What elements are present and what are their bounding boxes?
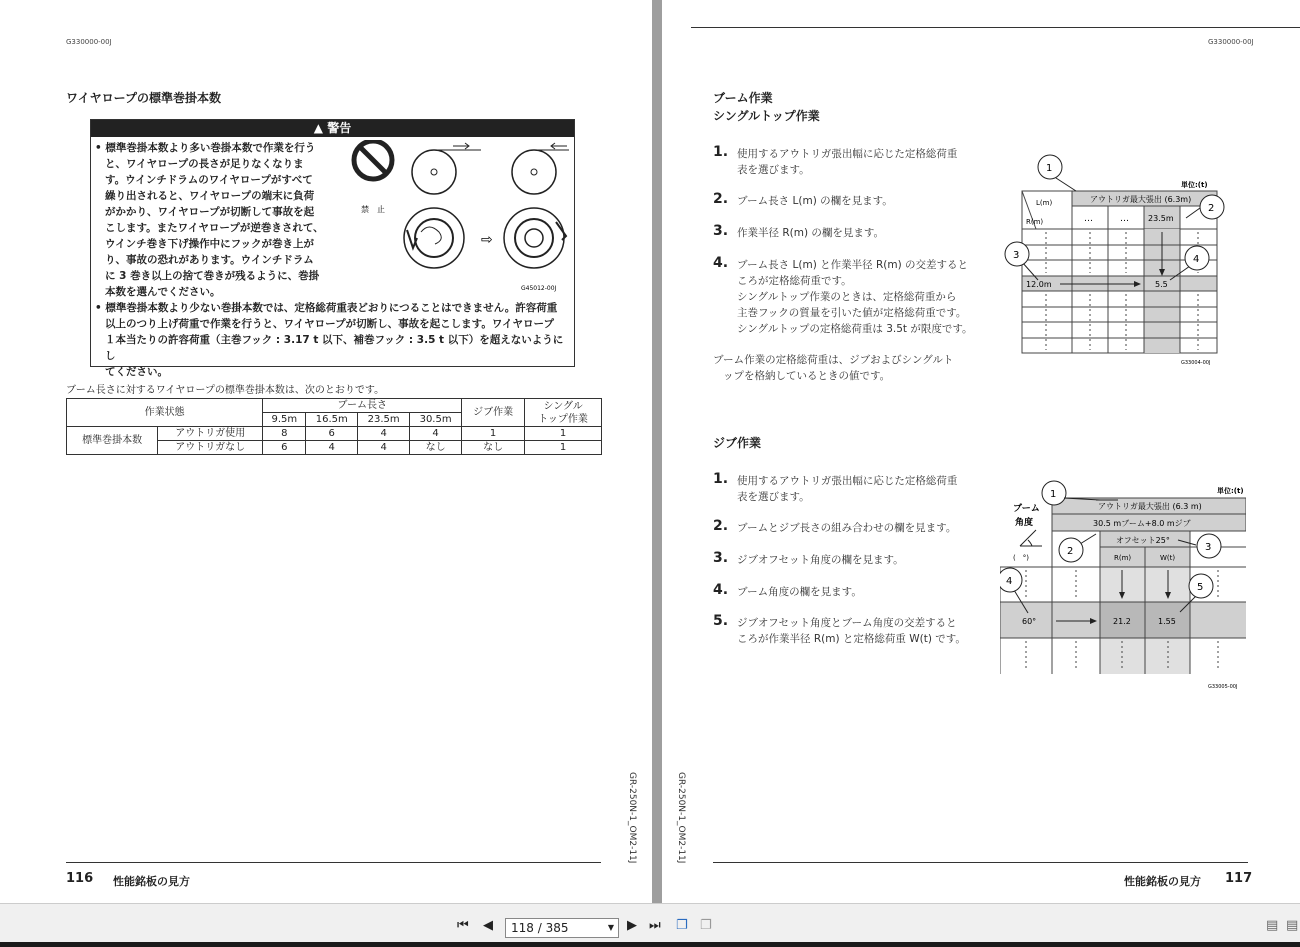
step-text <box>737 473 977 505</box>
table-cell: 1 <box>525 441 602 455</box>
r-label: R(m) <box>1026 218 1044 226</box>
single-page-icon[interactable]: ▤ <box>1266 918 1279 933</box>
page-number: 117 <box>1225 871 1253 886</box>
step-line: ジブオフセット角度とブーム角度の交差すると <box>737 617 957 629</box>
first-page-icon[interactable]: ⏮ <box>457 918 469 933</box>
column-value: 23.5m <box>1148 214 1174 223</box>
callout-2: 2 <box>1067 546 1074 557</box>
combo-label: 30.5 mブーム+8.0 mジブ <box>1093 519 1191 528</box>
callout-1: 1 <box>1046 163 1053 174</box>
side-code: GR-250N-1_OM2-11J <box>676 772 686 864</box>
header-boom-length: ブーム長さ <box>263 399 462 413</box>
step-line: シングルトップ作業のときは、定格総荷重から <box>737 291 957 303</box>
wire-rope-table <box>66 398 602 455</box>
row-value: 12.0m <box>1026 280 1052 289</box>
step-line: 表を選びます。 <box>737 164 810 176</box>
step-number: 4. <box>713 582 729 598</box>
arrow-right-icon: ⇨ <box>481 232 493 248</box>
page-layout-icon[interactable]: ❐ <box>700 918 712 933</box>
step-text <box>737 552 977 568</box>
callout-4: 4 <box>1193 254 1200 265</box>
w-label: W(t) <box>1160 554 1176 562</box>
step-line: ころが定格総荷重です。 <box>737 275 852 287</box>
right-page <box>662 0 1300 903</box>
warning-paragraph-2 <box>95 300 572 380</box>
header-single-top-line1: シングル <box>543 400 583 412</box>
step-text <box>737 225 977 241</box>
warning-line: こします。またワイヤロープが逆巻きされて、 <box>105 222 324 234</box>
step-line: ジブオフセット角度の欄を見ます。 <box>737 554 904 566</box>
length-cell: 9.5m <box>263 413 306 427</box>
angle-icon <box>1020 530 1042 546</box>
step-number: 1. <box>713 471 729 487</box>
step-line: 主巻フックの質量を引いた値が定格総荷重です。 <box>737 307 967 319</box>
table-cell: 8 <box>263 427 306 441</box>
side-code: GR-250N-1_OM2-11J <box>627 772 637 864</box>
previous-page-icon[interactable]: ◀ <box>483 918 493 933</box>
section-title: ワイヤロープの標準巻掛本数 <box>66 91 222 105</box>
r-value: 21.2 <box>1113 617 1131 626</box>
warning-figure <box>341 140 573 296</box>
row-group-label: 標準巻掛本数 <box>67 427 158 455</box>
table-cell: 1 <box>462 427 525 441</box>
degree-label: ( °) <box>1013 554 1029 562</box>
subsection-title: シングルトップ作業 <box>713 109 820 123</box>
footer-title: 性能銘板の見方 <box>1124 875 1201 888</box>
table-cell: 6 <box>306 427 358 441</box>
step-line: ブーム角度の欄を見ます。 <box>737 586 862 598</box>
page-view-icon[interactable]: ❐ <box>676 918 688 933</box>
step-line: ブームとジブ長さの組み合わせの欄を見ます。 <box>737 522 957 534</box>
unit-label: 単位:(t) <box>1217 487 1244 495</box>
outrigger-header: アウトリガ最大張出 (6.3 m) <box>1098 502 1202 511</box>
note-line: ブーム作業の定格総荷重は、ジブおよびシングルト <box>713 354 954 366</box>
load-chart-figure-1 <box>1000 150 1225 370</box>
callout-4: 4 <box>1006 576 1013 587</box>
page-indicator: 118 / 385 <box>511 921 569 935</box>
warning-line: がかかり、ワイヤロープが切断して事故を起 <box>105 206 315 218</box>
note-line: ップを格納しているときの値です。 <box>723 370 891 382</box>
row-label: アウトリガ使用 <box>158 427 263 441</box>
offset-label: オフセット25° <box>1116 536 1170 545</box>
header-single-top-line2: トップ作業 <box>538 413 588 425</box>
footer-rule <box>713 862 1248 863</box>
table-cell: 4 <box>358 427 410 441</box>
callout-2: 2 <box>1208 203 1215 214</box>
warning-line: １本当たりの許容荷重（主巻フック : 3.17 t 以下、補巻フック : 3.5 t 以下）を超えないようにし <box>105 334 564 362</box>
figure-code: G33004-00J <box>1181 360 1211 366</box>
header-single-top <box>525 399 602 427</box>
callout-3: 3 <box>1013 250 1020 261</box>
step-line: ブーム長さ L(m) と作業半径 R(m) の交差すると <box>737 259 969 271</box>
next-page-icon[interactable]: ▶ <box>627 918 637 933</box>
callout-3: 3 <box>1205 542 1212 553</box>
winch-drum-icon <box>404 143 481 268</box>
table-cell: 6 <box>263 441 306 455</box>
step-line: 作業半径 R(m) の欄を見ます。 <box>737 227 885 239</box>
step-text <box>737 584 977 600</box>
doc-id: G330000-00J <box>66 38 112 46</box>
header-rule <box>691 27 1300 28</box>
winch-drum-reverse-icon <box>504 143 569 268</box>
chevron-down-icon: ▼ <box>607 923 614 932</box>
step-number: 3. <box>713 550 729 566</box>
table-cell: なし <box>462 441 525 455</box>
warning-line: に 3 巻き以上の捨て巻きが残るように、巻掛 <box>105 270 320 282</box>
l-label: L(m) <box>1036 199 1053 207</box>
warning-box <box>90 119 575 378</box>
taskbar-strip <box>0 942 1300 947</box>
callout-1: 1 <box>1050 489 1057 500</box>
page-select[interactable] <box>505 918 619 938</box>
boom-label-2: 角度 <box>1015 518 1034 528</box>
w-value: 1.55 <box>1158 617 1176 626</box>
warning-heading <box>91 120 574 137</box>
boom-label-1: ブーム <box>1013 504 1040 514</box>
header-state: 作業状態 <box>67 399 263 427</box>
step-line: ブーム長さ L(m) の欄を見ます。 <box>737 195 893 207</box>
warning-heading-text: 警告 <box>327 121 352 135</box>
length-cell: 30.5m <box>410 413 462 427</box>
warning-paragraph-1 <box>95 140 340 300</box>
table-intro: ブーム長さに対するワイヤロープの標準巻掛本数は、次のとおりです。 <box>66 385 385 396</box>
warning-triangle-icon: ▲ <box>313 121 324 135</box>
step-number: 2. <box>713 518 729 534</box>
length-cell: 23.5m <box>358 413 410 427</box>
header-jib: ジブ作業 <box>462 399 525 427</box>
step-text <box>737 615 977 647</box>
step-number: 1. <box>713 144 729 160</box>
continuous-page-icon[interactable]: ▤ <box>1286 918 1299 933</box>
step-number: 4. <box>713 255 729 271</box>
table-cell: 4 <box>306 441 358 455</box>
warning-line: てください。 <box>105 366 168 378</box>
step-text <box>737 520 977 536</box>
callout-5: 5 <box>1197 582 1204 593</box>
step-line: 使用するアウトリガ張出幅に応じた定格総荷重 <box>737 148 958 160</box>
table-cell: 1 <box>525 427 602 441</box>
step-line: 使用するアウトリガ張出幅に応じた定格総荷重 <box>737 475 958 487</box>
angle-value: 60° <box>1022 617 1037 626</box>
figure-code: G45012-00J <box>521 285 557 292</box>
footer-title: 性能銘板の見方 <box>113 875 190 888</box>
jib-title: ジブ作業 <box>713 436 762 450</box>
note-paragraph <box>713 352 983 384</box>
step-line: 表を選びます。 <box>737 491 810 503</box>
section-title: ブーム作業 <box>713 91 773 105</box>
step-text <box>737 146 977 178</box>
step-text <box>737 193 977 209</box>
load-chart-figure-2 <box>1000 478 1246 692</box>
row-label: アウトリガなし <box>158 441 263 455</box>
footer-rule <box>66 862 601 863</box>
left-page <box>0 0 652 903</box>
unit-label: 単位:(t) <box>1181 181 1208 189</box>
last-page-icon[interactable]: ⏭ <box>649 918 661 933</box>
warning-line: す。ウインチドラムのワイヤロープがすべて <box>105 174 313 186</box>
dots: … <box>1120 214 1129 224</box>
dots: … <box>1084 214 1093 224</box>
figure-code: G33005-00J <box>1208 684 1238 690</box>
table-cell: 4 <box>410 427 462 441</box>
page-number: 116 <box>66 871 94 886</box>
warning-line: • 標準巻掛本数より多い巻掛本数で作業を行う <box>95 142 316 154</box>
table-cell: なし <box>410 441 462 455</box>
step-line: シングルトップの定格総荷重は 3.5t が限度です。 <box>737 323 973 335</box>
prohibit-label: 禁 止 <box>361 205 385 214</box>
warning-line: 本数を選んでください。 <box>105 286 221 298</box>
outrigger-header: アウトリガ最大張出 (6.3m) <box>1090 195 1192 204</box>
doc-id: G330000-00J <box>1208 38 1254 46</box>
table-cell: 4 <box>358 441 410 455</box>
cell-value: 5.5 <box>1155 280 1168 289</box>
warning-line: と、ワイヤロープの長さが足りなくなりま <box>105 158 304 170</box>
warning-line: • 標準巻掛本数より少ない巻掛本数では、定格総荷重表どおりにつることはできません。許容荷重 <box>95 302 558 314</box>
r-label: R(m) <box>1114 554 1132 562</box>
step-number: 2. <box>713 191 729 207</box>
step-number: 3. <box>713 223 729 239</box>
step-number: 5. <box>713 613 729 629</box>
prohibit-icon <box>354 141 392 179</box>
warning-line: 以上のつり上げ荷重で作業を行うと、ワイヤロープが切断し、事故を起こします。ワイヤロープ <box>105 318 554 330</box>
warning-line: り、事故の恐れがあります。ウインチドラム <box>105 254 314 266</box>
step-line: ころが作業半径 R(m) と定格総荷重 W(t) です。 <box>737 633 966 645</box>
step-text <box>737 257 977 337</box>
warning-line: ウインチ巻き下げ操作中にフックが巻き上が <box>105 238 314 250</box>
length-cell: 16.5m <box>306 413 358 427</box>
warning-line: 繰り出されると、ワイヤロープの端末に負荷 <box>105 190 315 202</box>
